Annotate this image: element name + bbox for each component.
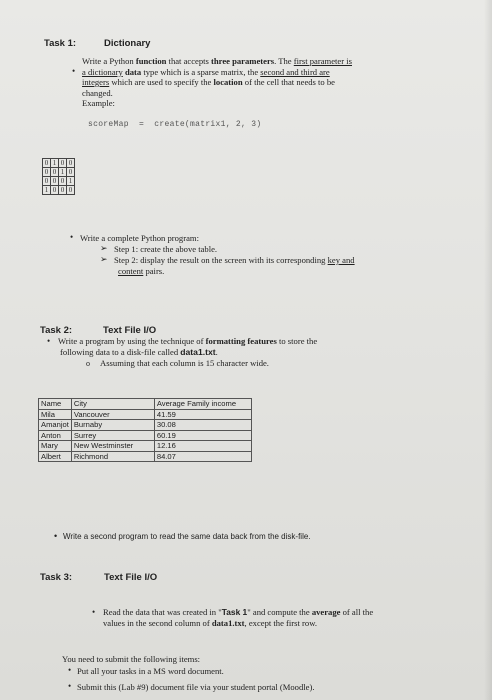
task3-label: Task 3: <box>40 572 73 583</box>
matrix-cell: 0 <box>51 177 59 186</box>
matrix-cell: 0 <box>43 177 51 186</box>
table-row <box>39 430 252 441</box>
submit-intro: You need to submit the following items: <box>62 654 201 664</box>
task2-label: Task 2: <box>40 325 73 336</box>
table-cell: 84.07 <box>154 451 251 462</box>
table-cell: Burnaby <box>71 420 154 431</box>
table-cell: Albert <box>39 451 72 462</box>
table-cell: Amanjot <box>39 420 72 431</box>
bullet-icon: • <box>54 531 58 541</box>
matrix-cell: 0 <box>59 186 67 195</box>
matrix-cell: 0 <box>67 159 75 168</box>
table-cell: 41.59 <box>154 409 251 420</box>
page-edge-shadow <box>484 0 492 700</box>
task1-label: Task 1: <box>44 38 77 49</box>
table-row <box>39 451 252 462</box>
task2-description: Write a program by using the technique of formatting features to store the following data to a disk-file called data1.txt. <box>58 336 318 357</box>
arrow-icon: ➢ <box>100 254 108 264</box>
matrix-cell: 1 <box>59 168 67 177</box>
task1-program-text: Write a complete Python program: <box>80 233 199 243</box>
matrix-cell: 0 <box>67 168 75 177</box>
matrix-cell: 0 <box>51 168 59 177</box>
matrix-cell: 0 <box>59 159 67 168</box>
bullet-icon: • <box>68 681 72 691</box>
bullet-icon: • <box>92 607 96 617</box>
matrix-row <box>43 159 75 168</box>
sparse-matrix-table <box>42 158 75 195</box>
example-label: Example: <box>82 98 115 108</box>
table-header-cell: Average Family income <box>154 399 251 410</box>
table-header-cell: City <box>71 399 154 410</box>
matrix-row <box>43 177 75 186</box>
table-row <box>39 409 252 420</box>
matrix-cell: 1 <box>43 186 51 195</box>
table-row <box>39 441 252 452</box>
step1-text: Step 1: create the above table. <box>114 244 218 254</box>
table-cell: Anton <box>39 430 72 441</box>
matrix-cell: 0 <box>43 159 51 168</box>
table-cell: 30.08 <box>154 420 251 431</box>
matrix-row <box>43 186 75 195</box>
matrix-cell: 0 <box>59 177 67 186</box>
task3-title: Text File I/O <box>104 572 158 583</box>
task2-sub-text: Assuming that each column is 15 character wide. <box>100 358 269 368</box>
task1-description: Write a Python function that accepts three parameters. The first parameter is a dictionary data type which is a sparse matrix, the second and third are integers which are used to specify the location of the cell that needs to be changed. Example: <box>82 56 432 109</box>
bullet-icon: • <box>68 665 72 675</box>
table-cell: Richmond <box>71 451 154 462</box>
task2-second-program-text: Write a second program to read the same data back from the disk-file. <box>63 532 311 541</box>
arrow-icon: ➢ <box>100 243 108 253</box>
submit-item-1: Put all your tasks in a MS word document. <box>77 666 224 676</box>
submit-item-2: Submit this (Lab #9) document file via your student portal (Moodle). <box>77 682 315 692</box>
bullet-icon: • <box>70 232 74 242</box>
matrix-cell: 0 <box>43 168 51 177</box>
matrix-cell: 1 <box>51 159 59 168</box>
matrix-cell: 0 <box>67 186 75 195</box>
step2-text: Step 2: display the result on the screen with its corresponding key and content pairs. <box>114 255 355 276</box>
table-cell: New Westminster <box>71 441 154 452</box>
table-cell: 12.16 <box>154 441 251 452</box>
table-cell: 60.19 <box>154 430 251 441</box>
table-cell: Mary <box>39 441 72 452</box>
table-header-row <box>39 399 252 410</box>
task2-title: Text File I/O <box>103 325 157 336</box>
task3-description: Read the data that was created in "Task 1" and compute the average of all the values in the second column of data1.txt, except the first row. <box>103 607 374 628</box>
table-cell: Mila <box>39 409 72 420</box>
matrix-cell: 0 <box>51 186 59 195</box>
table-cell: Surrey <box>71 430 154 441</box>
bullet-icon: • <box>72 66 76 76</box>
income-data-table <box>38 398 252 462</box>
example-code: scoreMap = create(matrix1, 2, 3) <box>88 120 262 129</box>
table-header-cell: Name <box>39 399 72 410</box>
circle-bullet-icon: o <box>86 359 90 368</box>
task1-title: Dictionary <box>104 38 151 49</box>
bullet-icon: • <box>47 336 51 346</box>
table-row <box>39 420 252 431</box>
matrix-row <box>43 168 75 177</box>
matrix-cell: 1 <box>67 177 75 186</box>
table-cell: Vancouver <box>71 409 154 420</box>
